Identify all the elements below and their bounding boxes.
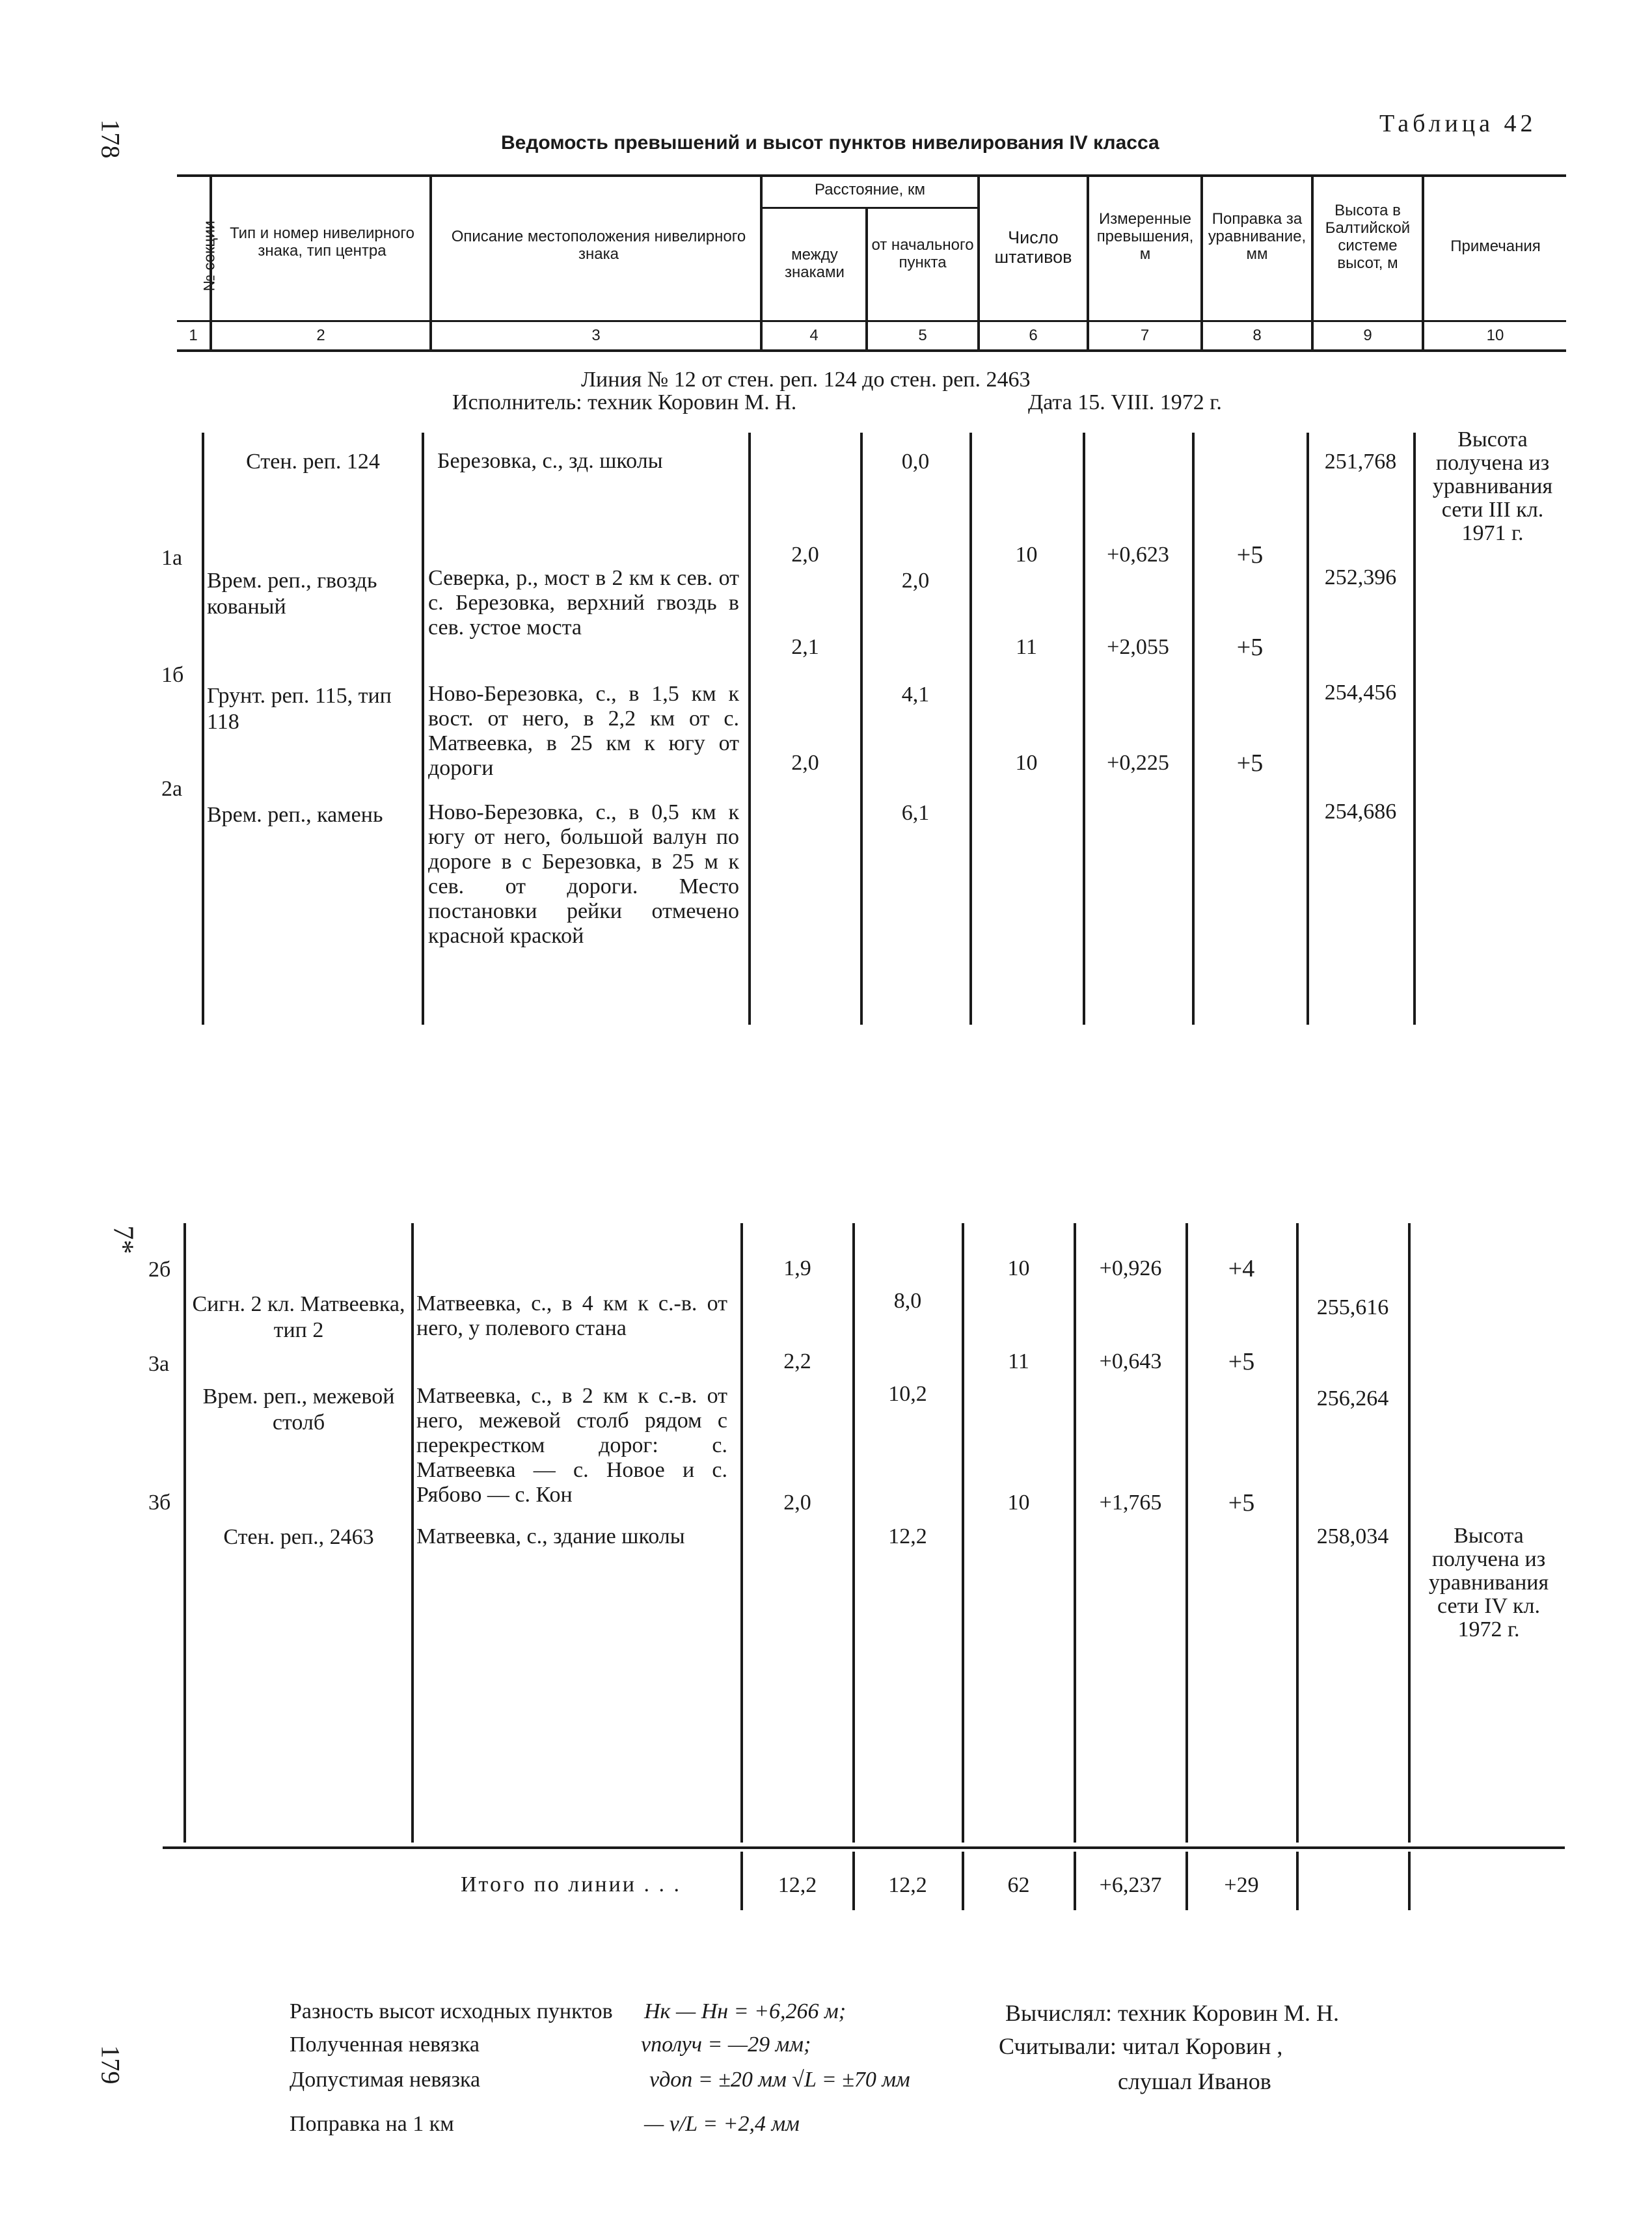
colnum-1: 1 xyxy=(189,327,198,344)
section-id: 2б xyxy=(148,1258,171,1282)
hdr-sep-3 xyxy=(760,174,763,351)
colnum-4: 4 xyxy=(809,327,819,344)
section-measured: +0,225 xyxy=(1107,751,1169,775)
hdr-sep-5 xyxy=(977,174,980,351)
section-correction: +5 xyxy=(1236,541,1264,569)
footer-read: Считывали: читал Коровин , xyxy=(999,2033,1283,2059)
colnum-10: 10 xyxy=(1486,327,1504,344)
colnum-rule xyxy=(177,349,1566,352)
totals-measured: +6,237 xyxy=(1099,1873,1162,1897)
table-label: Таблица 42 xyxy=(1379,110,1537,137)
body-bottom-sep-1 xyxy=(183,1223,186,1843)
col-description-header: Описание местоположения нивелирного знака xyxy=(451,228,746,263)
point-description: Березовка, с., зд. школы xyxy=(437,449,663,473)
section-between: 2,0 xyxy=(791,543,819,567)
col-tripods-header: Число штативов xyxy=(994,228,1072,267)
section-between: 2,2 xyxy=(783,1349,811,1373)
col-measured-header: Измеренные превышения, м xyxy=(1096,210,1194,263)
body-bottom-sep-3 xyxy=(740,1223,743,1843)
point-type: Грунт. реп. 115, тип 118 xyxy=(207,684,392,734)
body-top-sep-4 xyxy=(860,433,863,1025)
footer-perkm-formula: — v/L = +2,4 мм xyxy=(644,2112,800,2136)
section-between: 2,0 xyxy=(783,1491,811,1515)
point-description: Ново-Березовка, с., в 0,5 км к югу от него, большой валун по дороге в с Березовка, в 25 м к сев. от дороги. Место постановки рейки отмечено красной краской xyxy=(428,800,739,948)
totals-from-start: 12,2 xyxy=(888,1873,927,1897)
line-title: Линия № 12 от стен. реп. 124 до стен. реп. 2463 xyxy=(581,368,1031,392)
point-from-start: 0,0 xyxy=(901,450,930,474)
body-top-sep-8 xyxy=(1307,433,1309,1025)
colnum-7: 7 xyxy=(1140,327,1150,344)
body-top-sep-7 xyxy=(1192,433,1195,1025)
page-number-top: 178 xyxy=(96,119,126,159)
point-from-start: 6,1 xyxy=(901,801,930,825)
hdr-sep-7 xyxy=(1200,174,1203,351)
body-top-sep-1 xyxy=(202,433,204,1025)
section-correction: +5 xyxy=(1228,1348,1255,1375)
section-between: 1,9 xyxy=(783,1256,811,1280)
totals-sep-7 xyxy=(1408,1852,1411,1910)
note-bottom: Высота получена из уравнивания сети IV кл. 1972 г. xyxy=(1428,1524,1549,1641)
point-from-start: 10,2 xyxy=(888,1382,927,1406)
colnum-5: 5 xyxy=(918,327,927,344)
totals-sep-1 xyxy=(740,1852,743,1910)
hdr-sep-9 xyxy=(1422,174,1424,351)
point-type: Врем. реп., гвоздь кованый xyxy=(207,569,377,619)
col-correction-header: Поправка за уравнивание, мм xyxy=(1208,210,1307,263)
line-date: Дата 15. VIII. 1972 г. xyxy=(1028,390,1222,414)
footer-computed: Вычислял: техник Коровин М. Н. xyxy=(1005,2000,1340,2026)
point-height: 256,264 xyxy=(1316,1386,1389,1411)
point-height: 254,686 xyxy=(1324,800,1397,824)
footer-perkm-label: Поправка на 1 км xyxy=(290,2112,454,2136)
point-height: 252,396 xyxy=(1324,565,1397,589)
note-top: Высота получена из уравнивания сети III кл. 1971 г. xyxy=(1432,427,1553,545)
section-between: 2,0 xyxy=(791,751,819,775)
point-height: 251,768 xyxy=(1324,450,1397,474)
totals-label: Итого по линии . . . xyxy=(461,1872,682,1897)
col-distance-header: Расстояние, км xyxy=(815,181,925,198)
footer-allowed-label: Допустимая невязка xyxy=(290,2068,481,2092)
point-type: Стен. реп. 124 xyxy=(246,450,380,474)
col-from-start-header: от начального пункта xyxy=(871,236,974,271)
section-correction: +5 xyxy=(1228,1489,1255,1517)
body-top-sep-2 xyxy=(422,433,424,1025)
totals-correction: +29 xyxy=(1224,1873,1259,1897)
col-section-header: № секции xyxy=(200,221,219,291)
signature-marker: 7* xyxy=(107,1225,140,1254)
table-title: Ведомость превышений и высот пунктов нивелирования IV класса xyxy=(501,132,1159,154)
header-top-rule xyxy=(177,174,1566,177)
section-between: 2,1 xyxy=(791,635,819,659)
section-measured: +0,643 xyxy=(1099,1349,1162,1373)
line-executor: Исполнитель: техник Коровин М. Н. xyxy=(452,390,797,414)
section-id: 2а xyxy=(161,777,183,801)
point-from-start: 4,1 xyxy=(901,682,930,707)
section-id: 1б xyxy=(161,663,184,687)
col-height-header: Высота в Балтийской системе высот, м xyxy=(1325,202,1411,272)
col-notes-header: Примечания xyxy=(1450,237,1541,255)
distance-group-rule xyxy=(761,207,977,209)
col-between-header: между знаками xyxy=(785,246,845,281)
body-top-sep-3 xyxy=(748,433,751,1025)
section-id: 3б xyxy=(148,1491,171,1515)
totals-sep-6 xyxy=(1296,1852,1299,1910)
totals-rule xyxy=(163,1846,1565,1849)
section-tripods: 10 xyxy=(1007,1491,1030,1515)
body-bottom-sep-6 xyxy=(1074,1223,1076,1843)
colnum-6: 6 xyxy=(1029,327,1038,344)
section-measured: +0,926 xyxy=(1099,1256,1162,1280)
point-description: Матвеевка, с., в 2 км к с.-в. от него, межевой столб рядом с перекрестком дорог: с. Матвеевка — с. Новое и с. Рябово — с. Кон xyxy=(416,1384,727,1507)
point-type: Сигн. 2 кл. Матвеевка, тип 2 xyxy=(192,1292,405,1342)
section-tripods: 10 xyxy=(1015,543,1038,567)
section-tripods: 10 xyxy=(1007,1256,1030,1280)
totals-sep-4 xyxy=(1074,1852,1076,1910)
point-from-start: 2,0 xyxy=(901,569,930,593)
colnum-9: 9 xyxy=(1363,327,1372,344)
hdr-sep-6 xyxy=(1087,174,1089,351)
point-height: 254,456 xyxy=(1324,681,1397,705)
point-height: 255,616 xyxy=(1316,1295,1389,1319)
section-id: 3а xyxy=(148,1352,170,1376)
point-type: Стен. реп., 2463 xyxy=(223,1525,374,1549)
section-correction: +4 xyxy=(1228,1255,1255,1282)
body-bottom-sep-7 xyxy=(1185,1223,1188,1843)
point-type: Врем. реп., межевой столб xyxy=(202,1385,395,1435)
section-measured: +2,055 xyxy=(1107,635,1169,659)
col-type-header: Тип и номер нивелирного знака, тип центра xyxy=(230,224,414,260)
body-bottom-sep-9 xyxy=(1408,1223,1411,1843)
point-from-start: 8,0 xyxy=(893,1289,922,1313)
body-top-sep-5 xyxy=(969,433,972,1025)
section-tripods: 10 xyxy=(1015,751,1038,775)
footer-listened: слушал Иванов xyxy=(1118,2068,1271,2094)
colnum-8: 8 xyxy=(1253,327,1262,344)
section-tripods: 11 xyxy=(1016,635,1037,659)
section-measured: +1,765 xyxy=(1099,1491,1162,1515)
section-correction: +5 xyxy=(1236,634,1264,661)
section-tripods: 11 xyxy=(1008,1349,1029,1373)
totals-sep-3 xyxy=(962,1852,964,1910)
section-measured: +0,623 xyxy=(1107,543,1169,567)
section-id: 1а xyxy=(161,546,183,570)
body-top-sep-6 xyxy=(1083,433,1085,1025)
point-from-start: 12,2 xyxy=(888,1524,927,1548)
footer-diff-formula: Hк — Hн = +6,266 м; xyxy=(644,1999,846,2023)
point-description: Ново-Березовка, с., в 1,5 км к вост. от него, в 2,2 км от с. Матвеевка, в 25 км к югу от дороги xyxy=(428,682,739,780)
point-description: Северка, р., мост в 2 км к сев. от с. Березовка, верхний гвоздь в сев. устое моста xyxy=(428,566,739,640)
point-description: Матвеевка, с., здание школы xyxy=(416,1524,685,1548)
section-correction: +5 xyxy=(1236,750,1264,777)
hdr-sep-8 xyxy=(1311,174,1314,351)
point-height: 258,034 xyxy=(1316,1524,1389,1548)
footer-misclosure-label: Полученная невязка xyxy=(290,2033,480,2057)
page-number-bottom: 179 xyxy=(96,2045,126,2085)
hdr-sep-2 xyxy=(429,174,432,351)
body-bottom-sep-2 xyxy=(411,1223,414,1843)
point-type: Врем. реп., камень xyxy=(207,803,383,827)
totals-between: 12,2 xyxy=(778,1873,817,1897)
footer-misclosure-formula: vполуч = —29 мм; xyxy=(641,2033,811,2057)
footer-diff-label: Разность высот исходных пунктов xyxy=(290,1999,613,2023)
body-top-sep-9 xyxy=(1413,433,1416,1025)
header-bottom-rule xyxy=(177,320,1566,322)
colnum-2: 2 xyxy=(316,327,325,344)
point-description: Матвеевка, с., в 4 км к с.-в. от него, у полевого стана xyxy=(416,1291,727,1340)
totals-tripods: 62 xyxy=(1007,1873,1030,1897)
colnum-3: 3 xyxy=(591,327,601,344)
body-bottom-sep-5 xyxy=(962,1223,964,1843)
footer-allowed-formula: vдоп = ±20 мм √L = ±70 мм xyxy=(649,2068,910,2092)
